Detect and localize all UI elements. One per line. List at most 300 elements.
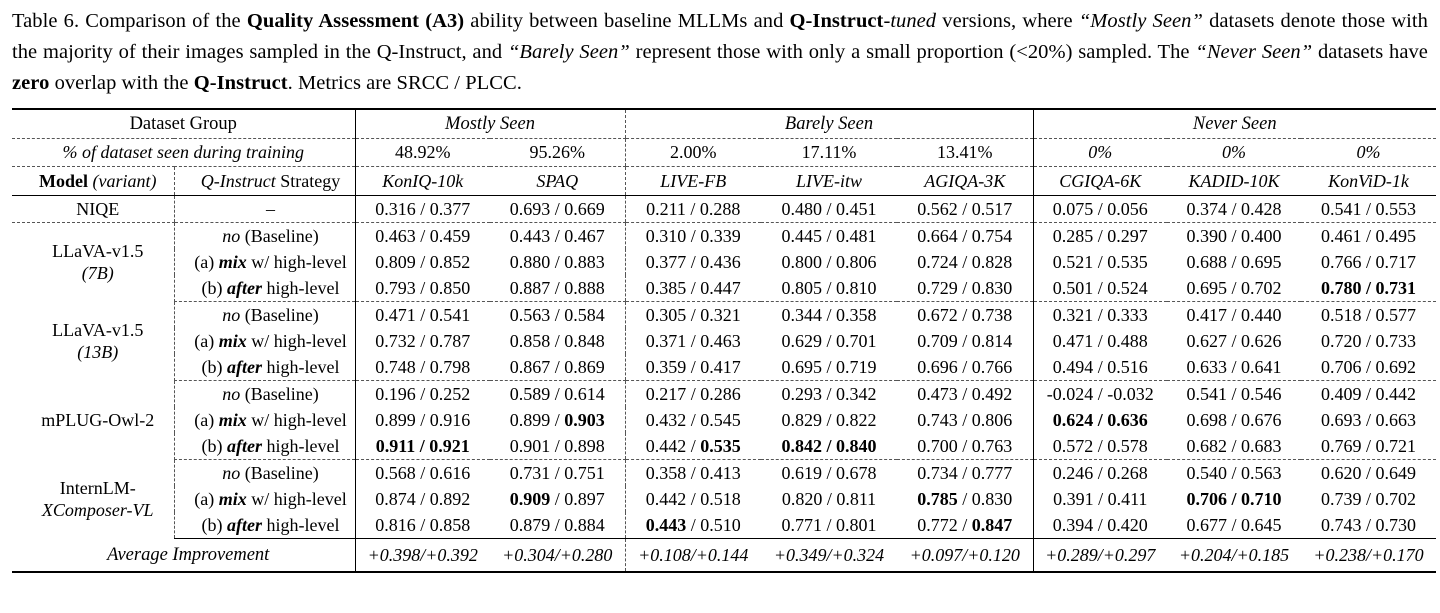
srcc-value: 0.293 [781,383,822,404]
caption-quality-assessment-bold: Quality Assessment (A3) [246,10,465,32]
model-column-header [12,167,174,196]
plcc-value: 0.847 [971,514,1013,535]
plcc-value: 0.447 [700,277,741,298]
metric-cell [761,460,897,487]
model-name-line1: LLaVA-v1.5 [52,320,144,340]
metric-separator: / [1361,251,1376,272]
plcc-value: 0.731 [1375,277,1416,298]
srcc-value: 0.901 [509,435,551,456]
plcc-value: 0.916 [429,409,471,430]
srcc-value: 0.842 [781,435,822,456]
caption-barely-seen-italic: “Barely Seen” [507,41,630,63]
srcc-value: 0.698 [1186,409,1227,430]
metric-separator: / [415,225,430,246]
srcc-value: 0.443 [645,514,687,535]
plcc-value: 0.358 [836,304,877,325]
metric-cell [355,302,490,329]
srcc-value: 0.471 [375,304,416,325]
dataset-header-cgiqa-6k: CGIQA-6K [1033,167,1167,196]
plcc-value: 0.903 [564,409,605,430]
model-header-variant: (variant) [88,170,157,191]
plcc-value: 0.852 [429,251,471,272]
plcc-value: 0.342 [836,383,877,404]
srcc-value: 0.217 [645,383,687,404]
metric-separator: / [1361,277,1376,298]
plcc-value: 0.884 [564,514,605,535]
plcc-value: 0.420 [1107,514,1148,535]
strategy-cell [174,249,355,275]
srcc-value: 0.743 [1320,514,1362,535]
metric-cell [1167,460,1301,487]
srcc-value: 0.620 [1320,462,1362,483]
srcc-value: 0.358 [645,462,687,483]
metric-separator: / [821,225,836,246]
table-container [8,108,1432,573]
metric-cell [897,275,1033,302]
srcc-value: 0.693 [509,198,551,219]
strategy-cell [174,433,355,460]
metric-separator: / [821,277,836,298]
plcc-value: 0.787 [429,330,471,351]
metric-cell [1033,512,1167,539]
table-row [12,196,1436,223]
metric-cell [490,460,625,487]
metric-cell [897,223,1033,250]
table-bottom-rule [12,571,1436,572]
metric-cell [1167,249,1301,275]
plcc-value: 0.858 [429,514,471,535]
srcc-value: 0.562 [917,198,958,219]
strategy-b-prefix: (b) [201,514,227,535]
plcc-value: -0.032 [1107,383,1154,404]
caption-seg-12: datasets have [1312,41,1428,63]
srcc-value: 0.688 [1186,251,1227,272]
plcc-value: 0.056 [1107,198,1148,219]
metric-separator: / [1093,383,1108,404]
table-row [12,275,1436,302]
metric-cell [625,275,761,302]
metric-cell [625,460,761,487]
srcc-value: 0.800 [781,251,822,272]
strategy-a-prefix: (a) [194,330,219,351]
plcc-value: 0.719 [836,356,877,377]
plcc-value: 0.636 [1107,409,1148,430]
strategy-b-rest: high-level [262,514,340,535]
metric-cell [1033,249,1167,275]
metric-cell [625,512,761,539]
metric-cell [355,275,490,302]
metric-separator: / [957,251,972,272]
metric-cell [625,249,761,275]
model-name-line2: XComposer-VL [41,500,154,520]
caption-seg-6: versions, where [936,10,1079,32]
strategy-cell [174,328,355,354]
metric-separator: / [550,435,565,456]
metric-cell [490,433,625,460]
plcc-value: 0.321 [700,304,741,325]
strategy-a-rest: w/ high-level [246,330,347,351]
metric-cell [897,302,1033,329]
srcc-value: 0.443 [509,225,551,246]
metric-cell [1167,196,1301,223]
plcc-value: 0.459 [429,225,471,246]
plcc-value: 0.892 [429,488,471,509]
srcc-value: 0.629 [781,330,822,351]
strategy-no-italic: no [222,383,241,404]
metric-cell [761,302,897,329]
srcc-value: 0.196 [375,383,416,404]
model-header-bold: Model [39,170,88,191]
metric-separator: / [1093,462,1108,483]
strategy-after-bold: after [227,277,262,298]
model-name-line1: mPLUG-Owl-2 [41,410,155,430]
metric-cell [1301,381,1436,408]
metric-cell [1033,354,1167,381]
metric-cell [625,381,761,408]
metric-separator: / [686,225,701,246]
srcc-value: 0.321 [1052,304,1094,325]
metric-cell [1167,302,1301,329]
plcc-value: 0.850 [429,277,471,298]
metric-cell [761,275,897,302]
metric-cell [761,223,897,250]
strategy-after-bold: after [227,435,262,456]
plcc-value: 0.822 [836,409,877,430]
plcc-value: 0.517 [971,198,1013,219]
srcc-value: 0.706 [1186,488,1227,509]
srcc-value: 0.391 [1053,488,1094,509]
srcc-value: 0.633 [1186,356,1227,377]
metric-cell [1301,328,1436,354]
metric-cell [1301,433,1436,460]
plcc-value: 0.616 [429,462,471,483]
srcc-value: 0.829 [781,409,822,430]
metric-separator: / [957,462,972,483]
plcc-value: 0.921 [429,435,470,456]
plcc-value: 0.488 [1107,330,1148,351]
metric-cell [897,249,1033,275]
metric-separator: / [415,304,430,325]
plcc-value: 0.614 [564,383,605,404]
srcc-value: 0.748 [375,356,416,377]
average-improvement-value: +0.238/+0.170 [1313,544,1424,565]
table-row [12,407,1436,433]
metric-cell [1301,223,1436,250]
percent-seen-agiqa-3k: 13.41% [897,139,1033,167]
metric-separator: / [1093,277,1108,298]
srcc-value: 0.541 [1186,383,1227,404]
metric-separator: / [1226,225,1241,246]
strategy-header-rest: Strategy [275,170,341,191]
metric-cell [490,302,625,329]
percent-seen-live-fb: 2.00% [625,139,761,167]
metric-cell [1167,223,1301,250]
metric-cell [1301,275,1436,302]
strategy-cell [174,196,355,223]
group-header-never-seen: Never Seen [1033,110,1436,139]
srcc-value: 0.417 [1186,304,1227,325]
srcc-value: 0.700 [917,435,958,456]
metric-separator: / [1226,251,1241,272]
metric-cell [490,407,625,433]
metric-cell [1033,196,1167,223]
srcc-value: 0.816 [375,514,416,535]
metric-cell [490,275,625,302]
metric-cell [1033,328,1167,354]
metric-cell [897,433,1033,460]
srcc-value: 0.619 [781,462,822,483]
metric-separator: / [550,356,565,377]
metric-cell [761,354,897,381]
srcc-value: 0.075 [1052,198,1094,219]
metric-separator: / [957,304,972,325]
metric-separator: / [1361,462,1376,483]
metric-separator: / [1093,488,1108,509]
plcc-value: 0.883 [564,251,605,272]
metric-cell [1167,407,1301,433]
metric-cell [1301,354,1436,381]
model-name-cell-internlm [12,460,174,539]
plcc-value: 0.798 [429,356,471,377]
metric-separator: / [1226,356,1241,377]
strategy-a-rest: w/ high-level [246,251,347,272]
plcc-value: 0.751 [564,462,605,483]
metric-separator: / [686,277,701,298]
metric-separator: / [1361,383,1376,404]
caption-mostly-seen-italic: “Mostly Seen” [1078,10,1203,32]
srcc-value: 0.724 [917,251,958,272]
metric-separator: / [1361,330,1376,351]
srcc-value: 0.729 [917,277,958,298]
percent-seen-koniq-10k: 48.92% [355,139,490,167]
srcc-value: 0.359 [645,356,687,377]
metric-cell [761,196,897,223]
srcc-value: 0.772 [917,514,958,535]
metric-cell [1301,486,1436,512]
metric-cell [1033,381,1167,408]
metric-cell [1167,433,1301,460]
metric-separator: / [1093,330,1108,351]
metric-separator: / [957,383,972,404]
strategy-a-rest: w/ high-level [246,488,347,509]
plcc-value: 0.898 [564,435,605,456]
metric-cell [1301,196,1436,223]
metric-separator: / [821,304,836,325]
srcc-value: 0.682 [1186,435,1227,456]
plcc-value: 0.806 [971,409,1013,430]
caption-seg-1: Table 6. Comparison of the [12,10,247,32]
plcc-value: 0.333 [1107,304,1148,325]
metric-cell [1033,486,1167,512]
metric-separator: / [957,435,972,456]
caption-zero-bold: zero [12,72,50,94]
metric-separator: / [1361,514,1376,535]
strategy-b-rest: high-level [262,435,340,456]
plcc-value: 0.701 [836,330,877,351]
metric-separator: / [550,514,565,535]
metric-separator: / [550,277,565,298]
table-row [12,249,1436,275]
plcc-value: 0.683 [1241,435,1282,456]
plcc-value: 0.733 [1375,330,1416,351]
plcc-value: 0.428 [1241,198,1282,219]
plcc-value: 0.463 [700,330,741,351]
plcc-value: 0.828 [971,251,1013,272]
metric-separator: / [686,488,701,509]
strategy-cell [174,407,355,433]
plcc-value: 0.763 [971,435,1013,456]
metric-cell [625,302,761,329]
metric-cell [1167,486,1301,512]
metric-cell [761,407,897,433]
srcc-value: 0.696 [917,356,958,377]
plcc-value: 0.413 [700,462,741,483]
strategy-cell [174,512,355,539]
metric-cell [1033,407,1167,433]
plcc-value: 0.814 [971,330,1013,351]
bottom-rule-cell [12,571,1436,572]
metric-separator: / [1361,304,1376,325]
average-improvement-value: +0.108/+0.144 [625,539,761,572]
metric-separator: / [415,383,430,404]
srcc-value: 0.734 [917,462,958,483]
table-row [12,354,1436,381]
srcc-value: 0.432 [645,409,687,430]
caption-tuned-italic: -tuned [883,10,937,32]
caption-q-instruct-bold-2: Q-Instruct [193,72,288,94]
strategy-b-prefix: (b) [201,356,227,377]
plcc-value: 0.811 [836,488,877,509]
metric-cell [625,223,761,250]
srcc-value: 0.732 [375,330,416,351]
srcc-value: 0.494 [1052,356,1094,377]
metric-cell [761,381,897,408]
percent-seen-spaq: 95.26% [490,139,625,167]
strategy-no-italic: no [222,304,241,325]
srcc-value: 0.461 [1320,225,1362,246]
srcc-value: 0.805 [781,277,822,298]
metric-cell [490,354,625,381]
table-row [12,223,1436,250]
plcc-value: 0.268 [1107,462,1148,483]
plcc-value: 0.481 [836,225,877,246]
metric-cell [490,381,625,408]
srcc-value: 0.672 [917,304,958,325]
metric-cell [355,354,490,381]
metric-cell [355,196,490,223]
srcc-value: 0.473 [917,383,958,404]
metric-separator: / [1093,435,1108,456]
plcc-value: 0.810 [836,277,877,298]
metric-separator: / [415,330,430,351]
metric-separator: / [1093,198,1108,219]
plcc-value: 0.663 [1375,409,1416,430]
metric-separator: / [957,514,972,535]
metric-separator: / [957,330,972,351]
strategy-cell [174,486,355,512]
strategy-a-prefix: (a) [194,488,219,509]
model-name-cell-niqe [12,196,174,223]
model-name-line2: (13B) [77,342,119,362]
metric-cell [490,328,625,354]
metric-cell [1301,249,1436,275]
plcc-value: 0.669 [564,198,605,219]
metric-cell [1033,275,1167,302]
metric-separator: / [686,356,701,377]
table-row [12,460,1436,487]
srcc-value: 0.880 [509,251,551,272]
plcc-value: 0.563 [1241,462,1282,483]
metric-separator: / [1226,198,1241,219]
srcc-value: 0.305 [645,304,687,325]
plcc-value: 0.695 [1241,251,1282,272]
metric-separator: / [821,356,836,377]
srcc-value: -0.024 [1046,383,1094,404]
srcc-value: 0.572 [1052,435,1094,456]
metric-separator: / [550,462,565,483]
metric-cell [355,381,490,408]
strategy-none: – [266,198,275,219]
metric-separator: / [415,488,430,509]
metric-separator: / [822,488,837,509]
srcc-value: 0.316 [375,198,416,219]
srcc-value: 0.471 [1052,330,1094,351]
metric-cell [490,249,625,275]
plcc-value: 0.645 [1241,514,1282,535]
metric-separator: / [1093,514,1108,535]
metric-separator: / [821,462,836,483]
metric-separator: / [1093,304,1108,325]
metric-cell [490,196,625,223]
srcc-value: 0.695 [781,356,822,377]
strategy-b-prefix: (b) [201,277,227,298]
plcc-value: 0.710 [1241,488,1282,509]
average-improvement-label: Average Improvement [107,544,270,565]
srcc-value: 0.521 [1052,251,1094,272]
caption-never-seen-italic: “Never Seen” [1195,41,1313,63]
metric-cell [761,512,897,539]
metric-cell [761,328,897,354]
srcc-value: 0.664 [917,225,958,246]
plcc-value: 0.676 [1241,409,1282,430]
dataset-header-kadid-10k: KADID-10K [1167,167,1301,196]
table-caption [8,0,1432,99]
strategy-cell [174,381,355,408]
metric-separator: / [957,409,972,430]
metric-cell [490,486,625,512]
metric-cell [897,460,1033,487]
metric-cell [1033,433,1167,460]
table-row [12,381,1436,408]
plcc-value: 0.754 [971,225,1013,246]
metric-separator: / [1226,383,1241,404]
srcc-value: 0.769 [1320,435,1362,456]
metric-cell [625,328,761,354]
metric-cell [1301,407,1436,433]
plcc-value: 0.286 [700,383,741,404]
srcc-value: 0.563 [509,304,551,325]
plcc-value: 0.377 [429,198,471,219]
metric-separator: / [957,198,972,219]
plcc-value: 0.535 [700,435,741,456]
caption-seg-3: ability between baseline MLLMs and [464,10,790,32]
plcc-value: 0.806 [836,251,877,272]
metric-cell [1033,460,1167,487]
metric-separator: / [821,435,836,456]
dataset-header-spaq: SPAQ [490,167,625,196]
metric-separator: / [821,514,836,535]
plcc-value: 0.626 [1241,330,1282,351]
